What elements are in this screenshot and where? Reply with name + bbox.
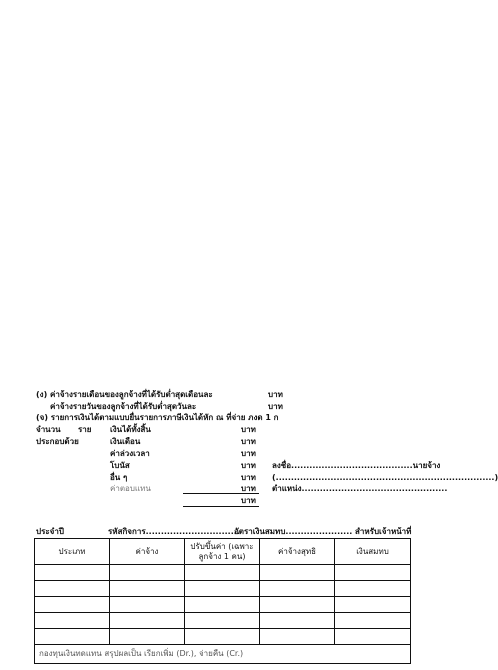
income-item-unit: บาท [241,425,256,434]
count-unit: ราย [78,425,92,434]
daily-wage-unit: บาท [268,402,283,411]
income-item-compensation: ค่าตอบแทน [110,484,151,493]
total-rule-top [183,493,259,494]
contribution-table [34,538,411,664]
composed-label: ประกอบด้วย [36,437,79,446]
monthly-wage-unit: บาท [268,390,283,399]
income-item-unit: บาท [241,461,256,470]
income-item-total: เงินได้ทั้งสิ้น [110,425,151,434]
income-item-unit: บาท [241,449,256,458]
table-row [35,581,411,597]
header-adjustment: ปรับขึ้นค่า (เฉพาะลูกจ้าง 1 คน) [185,539,260,565]
count-label: จำนวน [36,425,61,434]
income-item-unit: บาท [241,473,256,482]
table-footer-row [35,645,411,664]
income-item-salary: เงินเดือน [110,437,141,446]
table-header-row [35,539,411,565]
total-rule-bottom [183,506,259,507]
officer-only-label: สำหรับเจ้าหน้าที่ [355,527,412,536]
income-item-bonus: โบนัส [110,461,130,470]
signature-line: ลงชื่อ........................................นายจ้าง [272,461,441,470]
header-net-wage: ค่าจ้างสุทธิ [260,539,335,565]
business-code: รหัสกิจการ............................... [108,527,240,536]
header-wage: ค่าจ้าง [110,539,185,565]
fund-summary-note: กองทุนเงินทดแทน สรุปผลเป็น เรียกเพิ่ม (Dr.), จ่ายคืน (Cr.) [35,645,411,664]
header-type: ประเภท [35,539,110,565]
income-item-unit: บาท [241,484,256,493]
income-item-overtime: ค่าล่วงเวลา [110,449,150,458]
income-section-title: (จ) รายการเงินได้ตามแบบยื่นรายการภาษีเงินได้หัก ณ ที่จ่าย ภงด 1 ก [36,413,279,422]
table-row [35,565,411,581]
daily-wage-line: ค่าจ้างรายวันของลูกจ้างที่ได้รับต่ำสุดวันละ [50,402,197,411]
header-contribution: เงินสมทบ [335,539,411,565]
table-row [35,629,411,645]
monthly-wage-line: (ง) ค่าจ้างรายเดือนของลูกจ้างที่ได้รับต่ำสุดเดือนละ [36,390,213,399]
total-unit: บาท [241,496,256,505]
signatory-position-line: ตำแหน่ง................................................ [272,484,448,493]
year-label: ประจำปี [36,527,64,536]
contribution-rate: อัตราเงินสมทบ...................... [234,527,353,536]
income-item-unit: บาท [241,437,256,446]
signatory-name-line: (........................................................................) [272,473,498,482]
table-row [35,613,411,629]
income-item-other: อื่น ๆ [110,473,128,482]
table-row [35,597,411,613]
